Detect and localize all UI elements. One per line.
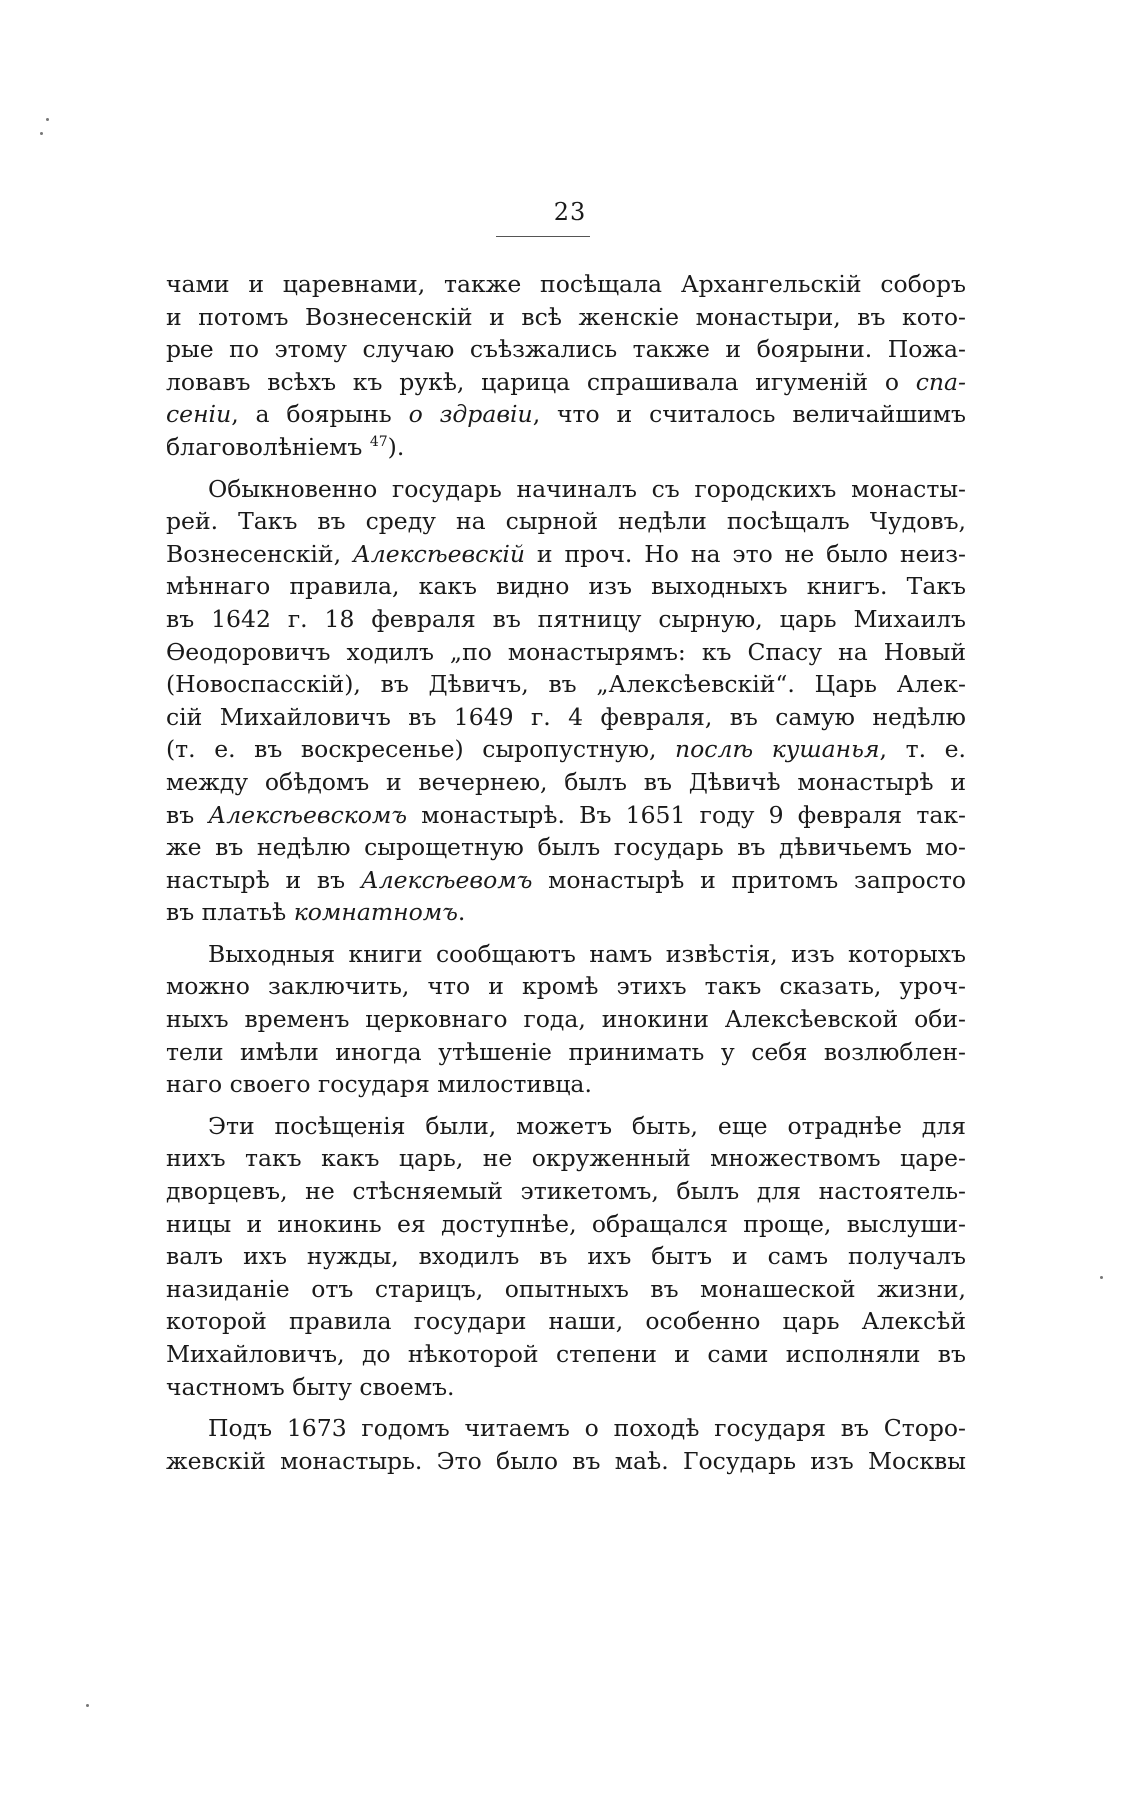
- text-line: и потомъ Вознесенскій и всѣ женскіе монастыри, въ кото-: [166, 302, 966, 331]
- text-line: можно заключить, что и кромѣ этихъ такъ сказать, уроч-: [166, 972, 966, 1001]
- text-line: ныхъ временъ церковнаго года, инокини Алексѣевской оби-: [166, 1005, 966, 1034]
- text-segment: , т. е.: [879, 735, 966, 764]
- page-number-rule: [496, 236, 590, 237]
- paragraph-2: [166, 473, 966, 929]
- text-segment: въ: [166, 800, 209, 829]
- scan-speck: [40, 132, 43, 135]
- text-line: назиданіе отъ старицъ, опытныхъ въ монашеской жизни,: [166, 1274, 966, 1303]
- scan-speck: [1100, 1276, 1103, 1279]
- text-segment: ).: [387, 432, 405, 461]
- text-line: (Новоспасскій), въ Дѣвичъ, въ „Алексѣевскій“. Царь Алек-: [166, 670, 966, 699]
- text-line: Михайловичъ, до нѣкоторой степени и сами исполняли въ: [166, 1340, 966, 1368]
- text-segment: монастырѣ и притомъ запросто: [532, 865, 966, 894]
- text-line: жевскій монастырь. Это было въ маѣ. Государь изъ Москвы: [166, 1446, 966, 1475]
- text-line: тели имѣли иногда утѣшеніе принимать у себя возлюблен-: [166, 1037, 966, 1066]
- text-segment: и проч. Но на это не было неиз-: [525, 539, 966, 568]
- text-line: сій Михайловичъ въ 1649 г. 4 февраля, въ самую недѣлю: [166, 702, 966, 731]
- paragraph-4: [166, 1110, 966, 1403]
- text-line: наго своего государя милостивца.: [166, 1070, 592, 1099]
- text-segment: настырѣ и въ: [166, 865, 361, 894]
- footnote-ref: 47: [369, 434, 388, 451]
- text-line: рые по этому случаю съѣзжались также и боярыни. Пожа-: [166, 335, 966, 364]
- text-segment: благоволѣніемъ: [166, 432, 363, 461]
- text-line: [166, 366, 966, 399]
- italic-term: о здравіи: [408, 400, 533, 429]
- italic-term: Алексѣевскомъ: [208, 800, 408, 829]
- text-line: [166, 733, 966, 766]
- italic-term: Алексѣевомъ: [360, 865, 533, 894]
- text-segment: ловавъ всѣхъ къ рукѣ, царица спрашивала игуменій о: [166, 367, 916, 396]
- italic-term: комнатномъ: [293, 898, 458, 927]
- text-line: ницы и инокинь ея доступнѣе, обращался проще, выслуши-: [166, 1209, 966, 1238]
- text-line: въ 1642 г. 18 февраля въ пятницу сырную, царь Михаилъ: [166, 604, 966, 633]
- text-line: [166, 864, 966, 897]
- text-line: которой правила государи наши, особенно царь Алексѣй: [166, 1307, 966, 1336]
- text-line: между обѣдомъ и вечернею, былъ въ Дѣвичѣ монастырѣ и: [166, 767, 966, 796]
- italic-term: Алексѣевскій: [352, 539, 525, 568]
- text-line: Ѳеодоровичъ ходилъ „по монастырямъ: къ Спасу на Новый: [166, 637, 966, 666]
- text-segment: .: [457, 898, 466, 927]
- text-line: мѣннаго правила, какъ видно изъ выходныхъ книгъ. Такъ: [166, 572, 966, 601]
- paragraph-5: [166, 1412, 966, 1477]
- text-line: же въ недѣлю сырощетную былъ государь въ дѣвичьемъ мо-: [166, 833, 966, 862]
- paragraph-1: [166, 268, 966, 464]
- italic-term: спа-: [915, 367, 966, 396]
- text-segment: (т. е. въ воскресенье) сыропустную,: [166, 735, 676, 764]
- italic-term: послѣ кушанья: [675, 735, 880, 764]
- text-line: [166, 896, 966, 929]
- paragraph-3: [166, 938, 966, 1101]
- text-line: Выходныя книги сообщаютъ намъ извѣстія, изъ которыхъ: [208, 939, 966, 968]
- text-segment: въ платьѣ: [166, 898, 294, 927]
- italic-term: сеніи: [166, 400, 232, 429]
- text-line: нихъ такъ какъ царь, не окруженный множествомъ царе-: [166, 1144, 966, 1173]
- text-line: Эти посѣщенія были, можетъ быть, еще отраднѣе для: [208, 1111, 966, 1140]
- text-line: [166, 431, 966, 464]
- text-line: Подъ 1673 годомъ читаемъ о походѣ государя въ Сторо-: [208, 1414, 966, 1443]
- page-number: 23: [553, 198, 587, 226]
- text-line: валъ ихъ нужды, входилъ въ ихъ бытъ и самъ получалъ: [166, 1242, 966, 1271]
- text-line: чами и царевнами, также посѣщала Архангельскій соборъ: [166, 270, 966, 298]
- text-line: [166, 538, 966, 571]
- text-line: Обыкновенно государь начиналъ съ городскихъ монасты-: [208, 474, 966, 503]
- text-segment: , что и считалось величайшимъ: [532, 400, 966, 429]
- scan-speck: [86, 1704, 89, 1707]
- body-text: [166, 268, 966, 1477]
- text-segment: , а боярынь: [231, 400, 409, 429]
- text-segment: Вознесенскій,: [166, 539, 353, 568]
- text-line: дворцевъ, не стѣсняемый этикетомъ, былъ для настоятель-: [166, 1177, 966, 1206]
- scan-speck: [46, 118, 49, 121]
- text-segment: монастырѣ. Въ 1651 году 9 февраля так-: [407, 800, 966, 829]
- text-line: [166, 799, 966, 832]
- text-line: частномъ быту своемъ.: [166, 1372, 455, 1401]
- text-line: рей. Такъ въ среду на сырной недѣли посѣщалъ Чудовъ,: [166, 507, 966, 536]
- text-line: [166, 398, 966, 431]
